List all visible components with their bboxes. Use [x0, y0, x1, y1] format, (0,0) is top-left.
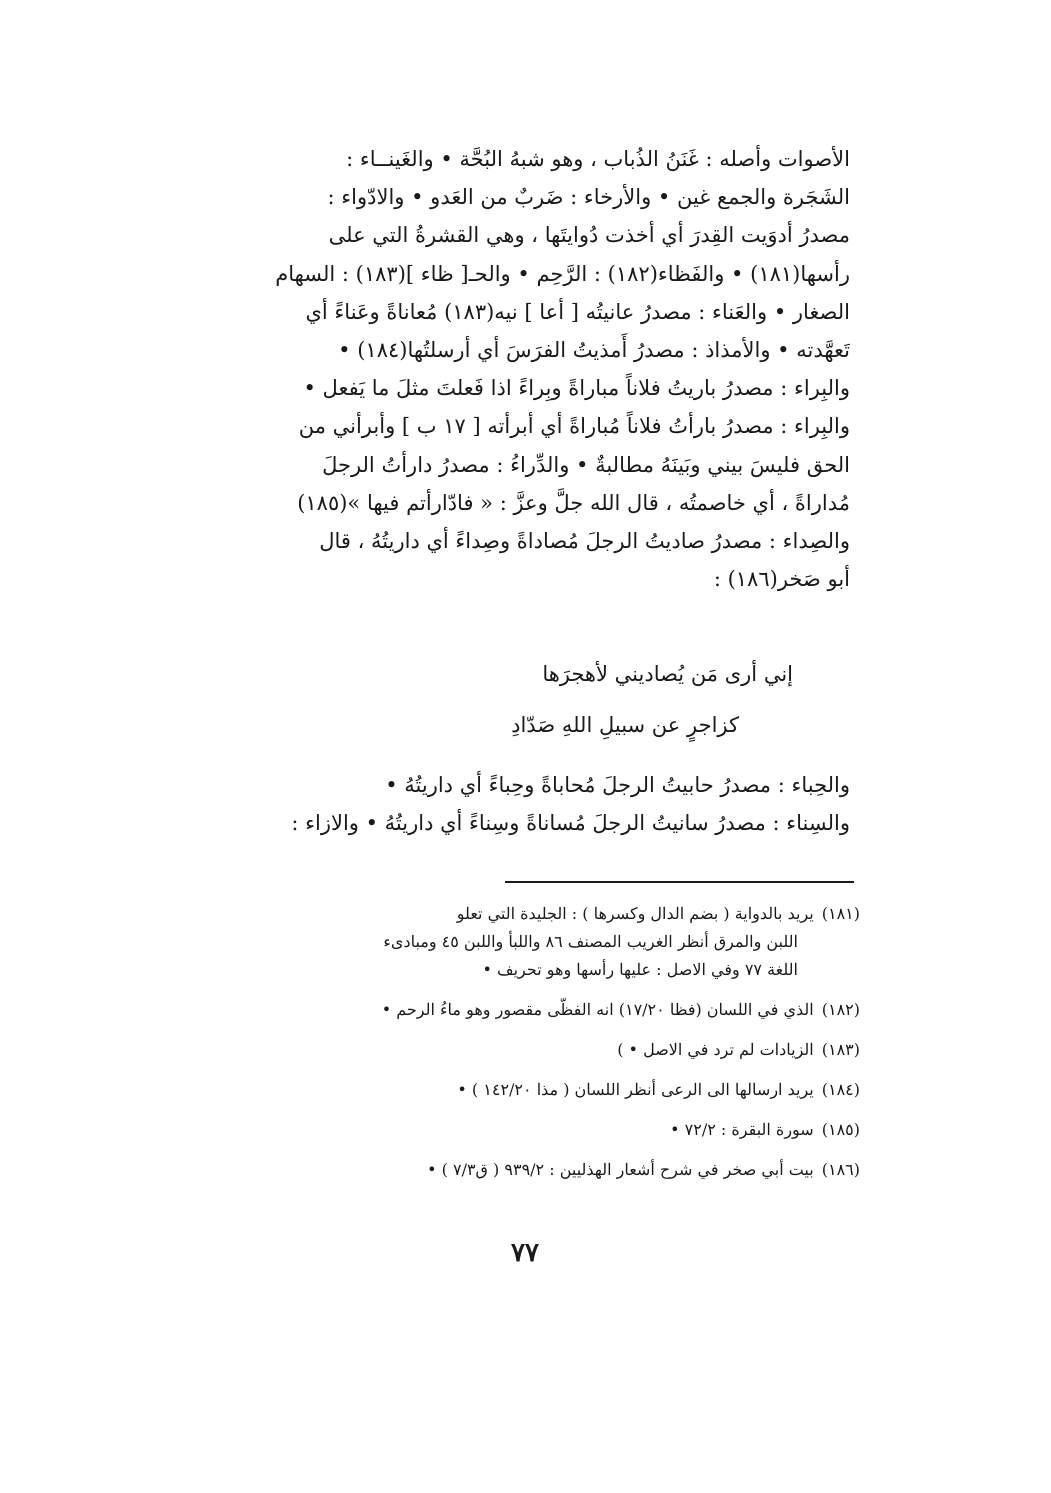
main-line: والصِداء : مصدرُ صاديتُ الرجلَ مُصاداةً وصِداءً أي داريتُهُ ، قال	[319, 529, 850, 554]
main-text-block	[200, 140, 850, 598]
footnote-line: اللبن والمرق أنظر الغريب المصنف ٨٦ واللبأ واللبن ٤٥ ومبادىء	[383, 932, 798, 951]
footnote-number: (١٨٣)	[821, 1040, 860, 1059]
main-line: مصدرُ أدوَيت القِدرَ أي أخذت دُوايتَها ، وهي القشرةُ التي على	[328, 223, 850, 248]
main-line: والحِباء : مصدرُ حابيتُ الرجلَ مُحاباةً وحِباءً أي داريتُهُ •	[385, 773, 850, 797]
main-line: أبو صَخر(١٨٦) :	[713, 567, 850, 592]
main-line: والبِراء : مصدرُ بارأتُ فلاناً مُباراةً أي أبرأته [ ١٧ ب ] وأبرأني من	[298, 414, 850, 439]
footnote	[200, 1116, 860, 1144]
verse-second-hemistich: كزاجرٍ عن سبيلِ اللهِ صَدّادِ	[511, 713, 739, 737]
footnote-text: بيت أبي صخر في شرح أشعار الهذليين : ٩٣٩/٢ ( ق٧/٣ ) •	[427, 1160, 814, 1179]
footnote-line: اللغة ٧٧ وفي الاصل : عليها رأسها وهو تحريف •	[482, 960, 798, 979]
footnote	[200, 1076, 860, 1104]
footnote-line	[200, 996, 860, 1024]
footnote-number: (١٨٢)	[821, 1000, 860, 1019]
footnote-line	[200, 900, 860, 928]
main-line: والبِراء : مصدرُ باريتُ فلاناً مباراةً وبِراءً اذا فَعلتَ مثلَ ما يَفعل •	[303, 376, 850, 401]
footnote-divider	[505, 881, 854, 883]
continuation-text-block	[200, 766, 850, 842]
main-line: والسِناء : مصدرُ سانيتُ الرجلَ مُساناةً وسِناءً أي داريتُهُ • والازاء :	[291, 811, 850, 835]
footnote-line	[200, 1076, 860, 1104]
main-line: تَعهَّدته • والأمذاذ : مصدرُ أَمذيتُ الفرَسَ أي أرسلتُها(١٨٤) •	[338, 338, 850, 363]
footnote	[200, 900, 860, 984]
main-line: مُداراةً ، أي خاصمتُه ، قال الله جلَّ وعزَّ : « فادّارأتم فيها »(١٨٥)	[297, 490, 850, 515]
footnote-text: يريد ارسالها الى الرعى أنظر اللسان ( مذا ١٤٢/٢٠ ) •	[457, 1080, 814, 1099]
footnote-number: (١٨١)	[821, 904, 860, 923]
main-line: الشَجَرة والجمع غين • والأرخاء : ضَربٌ من العَدو • والادّواء :	[327, 185, 850, 210]
footnote-text: الزيادات لم ترد في الاصل • )	[617, 1040, 814, 1059]
footnote-line	[200, 1156, 860, 1184]
main-line: الأصوات وأصله : غَنَنُ الذُباب ، وهو شبهُ البُحَّة • والغَينــاء :	[346, 147, 850, 171]
footnote-line	[200, 1116, 860, 1144]
footnote-text: سورة البقرة : ٧٢/٢ •	[670, 1120, 814, 1139]
main-line: الحق فليسَ بيني وبَينَهُ مطالبةٌ • والدِّراءُ : مصدرُ دارأتُ الرجلَ	[322, 452, 850, 477]
footnote-number: (١٨٦)	[821, 1160, 860, 1179]
footnotes-block	[200, 900, 860, 1196]
footnote	[200, 996, 860, 1024]
footnote-line	[200, 1036, 860, 1064]
footnote	[200, 1156, 860, 1184]
footnote-number: (١٨٤)	[821, 1080, 860, 1099]
verse-first-hemistich: إني أرى مَن يُصاديني لأهجرَها	[542, 662, 793, 686]
footnote-text: الذي في اللسان (فظا ١٧/٢٠) انه الفظّى مقصور وهو ماءُ الرحم •	[381, 1000, 814, 1019]
main-line: رأسها(١٨١) • والفَظاء(١٨٢) : الرَّحِم • والحـ[ ظاء ](١٨٣) : السهام	[275, 261, 850, 286]
footnote-text: يريد بالدواية ( بضم الدال وكسرها ) : الجليدة التي تعلو	[456, 904, 814, 923]
main-line: الصغار • والعَناء : مصدرُ عانيتُه [ أعا ] نيه(١٨٣) مُعاناةً وعَناءً أي	[305, 299, 850, 324]
page-number: ٧٧	[511, 1238, 539, 1268]
footnote	[200, 1036, 860, 1064]
footnote-number: (١٨٥)	[821, 1120, 860, 1139]
